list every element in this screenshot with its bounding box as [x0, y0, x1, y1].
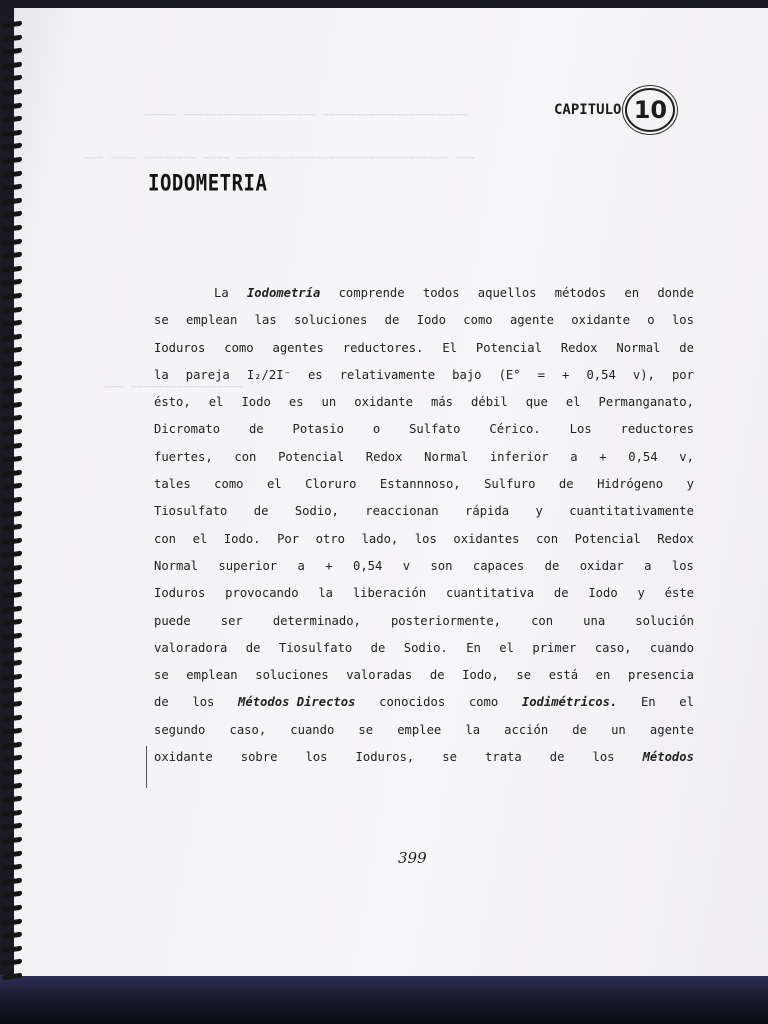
spiral-coil	[2, 442, 22, 450]
spiral-coil	[2, 279, 22, 287]
word: En	[466, 640, 481, 655]
word: valoradas	[346, 668, 413, 683]
text-line	[154, 389, 694, 416]
document-page	[14, 8, 768, 976]
word: Sulfato	[409, 422, 461, 437]
word: solución	[635, 613, 694, 628]
spiral-coil	[2, 660, 22, 668]
page-number: 399	[398, 849, 427, 867]
chapter-number-circle: 10	[625, 88, 675, 132]
spiral-coil	[2, 741, 22, 749]
word: una	[583, 613, 606, 628]
word: son	[430, 558, 453, 573]
word: éste	[664, 586, 694, 601]
word: valoradora	[154, 640, 228, 655]
word: aquellos	[477, 286, 537, 300]
italic-term: Iodimétricos.	[521, 695, 618, 710]
italic-term: Iodometría	[246, 286, 321, 300]
word: es	[307, 367, 323, 382]
word: como	[463, 313, 493, 328]
word: reductores.	[342, 340, 424, 355]
text-line	[154, 416, 694, 443]
word: Normal	[616, 340, 661, 355]
spiral-coil	[2, 21, 22, 29]
word: los	[592, 750, 615, 765]
text-line	[154, 689, 694, 716]
spiral-coil	[2, 578, 22, 586]
spiral-coil	[2, 850, 22, 858]
spiral-coil	[2, 782, 22, 790]
word: se	[154, 313, 169, 328]
word: ésto,	[154, 395, 191, 410]
spiral-coil	[2, 945, 22, 953]
word: con	[154, 531, 177, 546]
spiral-coil	[2, 48, 22, 56]
spiral-coil	[2, 796, 22, 804]
spiral-coil	[2, 932, 22, 940]
word: oxidante	[354, 395, 413, 410]
spiral-coil	[2, 252, 22, 260]
word: +	[599, 449, 607, 464]
word: oxidar	[579, 558, 624, 573]
word: un	[611, 722, 626, 737]
word: caso,	[594, 640, 632, 655]
word: v),	[632, 367, 655, 382]
word: fuertes,	[154, 449, 213, 464]
word: el	[192, 531, 208, 546]
word: Dicromato	[154, 422, 221, 437]
word: rápida	[465, 504, 510, 519]
word: I₂/2I⁻	[246, 367, 291, 382]
word: todos	[422, 286, 460, 300]
spiral-coil	[2, 129, 22, 137]
word: se	[516, 668, 532, 683]
word: Potencial	[574, 531, 641, 546]
text-line	[154, 662, 694, 689]
spiral-coil	[2, 265, 22, 273]
word: de	[544, 558, 560, 573]
word: con	[536, 531, 559, 546]
spiral-coil	[2, 728, 22, 736]
word: de	[679, 340, 694, 355]
word: Por	[277, 531, 300, 546]
word: oxidantes	[453, 531, 520, 546]
word: con	[234, 449, 257, 464]
word: agente	[649, 722, 694, 737]
word: Ioduros	[154, 586, 206, 601]
word: con	[531, 613, 554, 628]
word: los	[305, 750, 328, 765]
section-title: IODOMETRIA	[148, 171, 268, 197]
italic-term: Métodos	[642, 750, 694, 765]
word: se	[358, 722, 374, 737]
word: ser	[220, 613, 243, 628]
word: los	[192, 695, 215, 710]
word: cuantitativamente	[569, 504, 694, 519]
word: y	[686, 477, 694, 492]
spiral-coil	[2, 61, 22, 69]
word: de	[429, 668, 445, 683]
word: donde	[657, 286, 694, 300]
word: débil	[471, 395, 508, 410]
spiral-coil	[2, 469, 22, 477]
spiral-coil	[2, 197, 22, 205]
word: Redox	[365, 449, 403, 464]
word: pareja	[185, 367, 230, 382]
word: y	[637, 586, 645, 601]
word: que	[525, 395, 548, 410]
word: Normal	[424, 449, 469, 464]
word: por	[671, 367, 694, 382]
italic-term: Métodos Directos	[238, 695, 356, 710]
word: liberación	[352, 586, 427, 601]
spiral-coil	[2, 497, 22, 505]
word: Tiosulfato	[154, 504, 228, 519]
text-line	[154, 744, 694, 771]
word: comprende	[338, 286, 405, 300]
spiral-coil	[2, 415, 22, 423]
spiral-coil	[2, 864, 22, 872]
word: +	[325, 558, 333, 573]
text-line	[154, 526, 694, 553]
word: el	[679, 695, 694, 710]
text-line	[154, 635, 694, 662]
spiral-coil	[2, 687, 22, 695]
word: de	[384, 313, 400, 328]
word: Ioduros,	[355, 750, 415, 765]
word: Potencial	[278, 449, 345, 464]
word: sobre	[240, 750, 278, 765]
spiral-coil	[2, 809, 22, 817]
word: cuando	[649, 640, 694, 655]
spiral-coil	[2, 905, 22, 913]
text-line	[154, 444, 694, 471]
word: puede	[154, 613, 191, 628]
spiral-coil	[2, 633, 22, 641]
spiral-coil	[2, 673, 22, 681]
bleed-through-text: ~~~ ~~~~~~~~~~~~~~~~~	[104, 380, 244, 393]
word: Redox	[560, 340, 598, 355]
word: Normal	[154, 558, 199, 573]
word: agentes	[272, 340, 324, 355]
spiral-coil	[2, 374, 22, 382]
word: Hidrógeno	[597, 477, 664, 492]
word: los	[671, 313, 694, 328]
word: emplean	[186, 668, 238, 683]
spiral-coil	[2, 551, 22, 559]
word: el	[565, 395, 581, 410]
word: Estannnoso,	[379, 477, 461, 492]
word: bajo	[452, 367, 482, 382]
spiral-coil	[2, 605, 22, 613]
word: posteriormente,	[390, 613, 502, 628]
spiral-coil	[2, 755, 22, 763]
word: acción	[504, 722, 549, 737]
word: primer	[532, 640, 577, 655]
word: 0,54	[352, 558, 383, 573]
word: las	[254, 313, 277, 328]
word: el	[499, 640, 514, 655]
spiral-coil	[2, 918, 22, 926]
word: más	[431, 395, 454, 410]
desk-background	[0, 975, 768, 1024]
spiral-coil	[2, 592, 22, 600]
word: a	[570, 449, 578, 464]
word: la	[465, 722, 481, 737]
spiral-coil	[2, 837, 22, 845]
word: está	[548, 668, 579, 683]
spiral-coil	[2, 306, 22, 314]
word: lado,	[361, 531, 399, 546]
word: se	[154, 668, 169, 683]
word: de	[248, 422, 264, 437]
spiral-coil	[2, 524, 22, 532]
word: el	[208, 395, 224, 410]
word: Los	[569, 422, 592, 437]
word: de	[154, 695, 169, 710]
spiral-coil	[2, 429, 22, 437]
spiral-coil	[2, 89, 22, 97]
word: y	[535, 504, 543, 519]
word: la	[154, 367, 169, 382]
text-line	[154, 335, 694, 362]
body-paragraph	[154, 280, 694, 771]
word: como	[468, 695, 499, 710]
word: reaccionan	[365, 504, 439, 519]
spiral-coil	[2, 619, 22, 627]
word: la	[318, 586, 334, 601]
text-line	[154, 717, 694, 744]
chapter-label: CAPITULO	[554, 102, 622, 118]
word: oxidante	[571, 313, 630, 328]
word: El	[442, 340, 458, 355]
word: se	[442, 750, 457, 765]
word: soluciones	[255, 668, 329, 683]
word: conocidos	[379, 695, 446, 710]
spiral-coil	[2, 347, 22, 355]
spiral-coil	[2, 714, 22, 722]
spiral-coil	[2, 456, 22, 464]
word: Sulfuro	[484, 477, 536, 492]
chapter-heading	[554, 88, 675, 132]
spiral-coil	[2, 877, 22, 885]
word: caso,	[229, 722, 267, 737]
word: como	[224, 340, 254, 355]
word: en	[624, 286, 640, 300]
spiral-coil	[2, 823, 22, 831]
word: de	[558, 477, 574, 492]
word: Permanganato,	[598, 395, 694, 410]
spiral-coil	[2, 361, 22, 369]
text-line	[154, 307, 694, 334]
spiral-coil	[2, 34, 22, 42]
text-line	[154, 498, 694, 525]
word: capaces	[472, 558, 525, 573]
word: de	[549, 750, 565, 765]
spiral-coil	[2, 102, 22, 110]
word: o	[647, 313, 655, 328]
word: Iodo	[588, 586, 618, 601]
word: superior	[218, 558, 278, 573]
word: Tiosulfato	[278, 640, 353, 655]
word: emplean	[185, 313, 238, 328]
spiral-coil	[2, 510, 22, 518]
word: segundo	[154, 722, 206, 737]
word: v,	[679, 449, 694, 464]
word: Sodio,	[294, 504, 339, 519]
word: en	[595, 668, 611, 683]
word: relativamente	[339, 367, 436, 382]
word: reductores	[620, 422, 694, 437]
word: emplee	[397, 722, 442, 737]
word: de	[253, 504, 269, 519]
word: de	[370, 640, 386, 655]
word: tales	[154, 477, 191, 492]
word: de	[572, 722, 587, 737]
word: 0,54	[628, 449, 658, 464]
text-line	[154, 280, 694, 307]
word: trata	[485, 750, 522, 765]
word: o	[372, 422, 381, 437]
word: métodos	[554, 286, 607, 300]
spiral-coil	[2, 959, 22, 967]
word: determinado,	[272, 613, 361, 628]
spiral-coil	[2, 333, 22, 341]
spiral-coil	[2, 211, 22, 219]
text-line	[154, 553, 694, 580]
spiral-coil	[2, 238, 22, 246]
word: cuantitativa	[446, 586, 535, 601]
word: v	[402, 558, 411, 573]
word: es	[288, 395, 304, 410]
word: En	[640, 695, 656, 710]
spiral-coil	[2, 320, 22, 328]
word: Sodio.	[403, 640, 448, 655]
spiral-coil	[2, 388, 22, 396]
word: Cérico.	[489, 422, 541, 437]
word: Cloruro	[305, 477, 357, 492]
bleed-through-text: ~~~ ~~~~ ~~~~~~~~ ~~~~ ~~~~~~~~~~~~~~~~~~~~~~~~~~~~~~~~ ~~~	[84, 151, 475, 164]
word: el	[266, 477, 282, 492]
spiral-coil	[2, 483, 22, 491]
spiral-coil	[2, 769, 22, 777]
text-line	[154, 362, 694, 389]
spiral-coil	[2, 565, 22, 573]
word: Potasio	[292, 422, 344, 437]
word: Iodo.	[223, 531, 261, 546]
spiral-coil	[2, 701, 22, 709]
margin-mark	[146, 746, 147, 788]
word: Potencial	[475, 340, 542, 355]
spiral-coil	[2, 225, 22, 233]
spiral-coil	[2, 401, 22, 409]
spiral-coil	[2, 157, 22, 165]
text-line	[154, 608, 694, 635]
word: soluciones	[293, 313, 368, 328]
spiral-coil	[2, 184, 22, 192]
word: Ioduros	[154, 340, 206, 355]
spiral-coil	[2, 293, 22, 301]
word: oxidante	[154, 750, 213, 765]
spiral-binding	[0, 0, 30, 980]
word: =	[537, 367, 545, 382]
spiral-coil	[2, 537, 22, 545]
word: de	[245, 640, 261, 655]
word: un	[321, 395, 337, 410]
word: otro	[315, 531, 346, 546]
word: Iodo	[241, 395, 271, 410]
text-line	[154, 580, 694, 607]
word: como	[214, 477, 244, 492]
word: Iodo,	[462, 668, 499, 683]
word: La	[214, 286, 229, 300]
word: presencia	[627, 668, 694, 683]
word: Iodo	[416, 313, 446, 328]
word: agente	[509, 313, 554, 328]
word: inferior	[489, 449, 549, 464]
word: +	[562, 367, 570, 382]
word: cuando	[290, 722, 335, 737]
word: Redox	[657, 531, 694, 546]
text-line	[154, 471, 694, 498]
word: a	[297, 558, 305, 573]
word: los	[671, 558, 694, 573]
spiral-coil	[2, 891, 22, 899]
word: los	[414, 531, 437, 546]
word: de	[553, 586, 569, 601]
word: (E°	[498, 367, 521, 382]
bleed-through-text: ~~~~~ ~~~~~~~~~~~~~~~~~~~~ ~~~~~~~~~~~~~~~~~~~~~~	[144, 108, 469, 121]
spiral-coil	[2, 973, 22, 981]
spiral-coil	[2, 646, 22, 654]
spiral-coil	[2, 75, 22, 83]
spiral-coil	[2, 143, 22, 151]
word: 0,54	[586, 367, 616, 382]
spiral-coil	[2, 170, 22, 178]
word: provocando	[225, 586, 299, 601]
word: a	[644, 558, 652, 573]
spiral-coil	[2, 116, 22, 124]
